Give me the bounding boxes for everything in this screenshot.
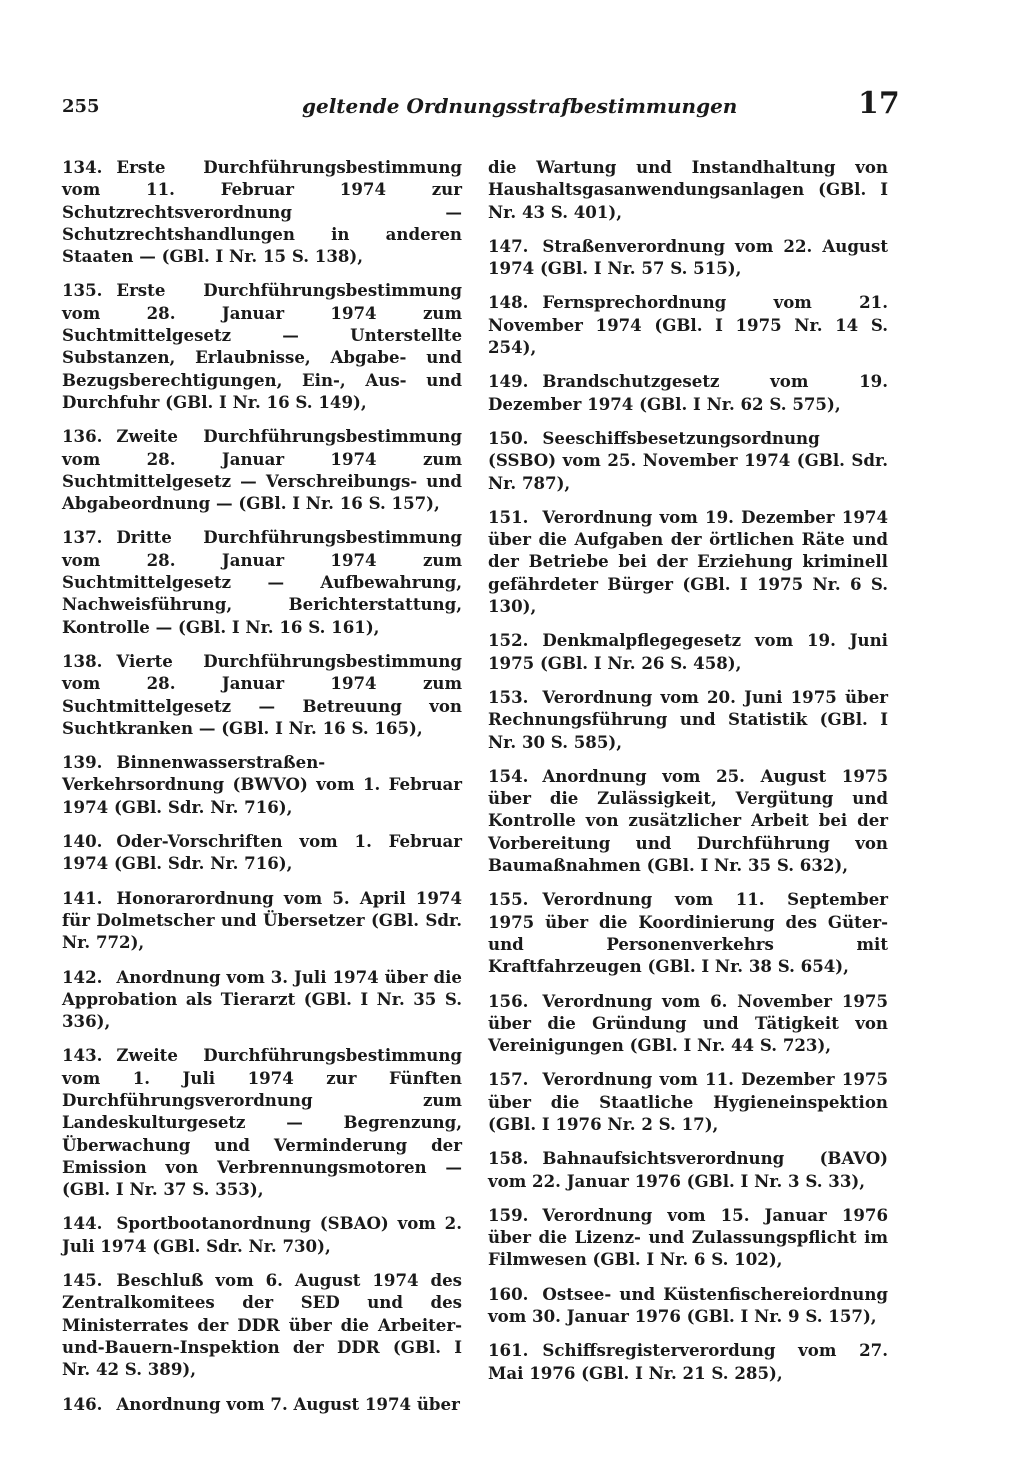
- list-item: [488, 765, 888, 876]
- item-text: Erste Durchführungsbestimmung vom 11. Februar 1974 zur Schutzrechtsverordnung — Schutzrechtshandlungen in anderen Staaten — (GBl. I Nr. 15 S. 138),: [62, 157, 462, 267]
- item-number: 159.: [488, 1204, 529, 1225]
- item-text: Verordnung vom 20. Juni 1975 über Rechnungsführung und Statistik (GBl. I Nr. 30 S. 585),: [488, 686, 888, 752]
- item-number: 139.: [62, 752, 103, 773]
- list-item: [488, 156, 888, 223]
- item-text: Fernsprechordnung vom 21. November 1974 (GBl. I 1975 Nr. 14 S. 254),: [488, 292, 888, 358]
- item-number: 149.: [488, 371, 529, 392]
- list-item: [488, 1068, 888, 1135]
- list-item: [488, 235, 888, 280]
- item-number: 156.: [488, 990, 529, 1011]
- item-number: 141.: [62, 887, 103, 908]
- item-number: 160.: [488, 1283, 529, 1304]
- item-number: 137.: [62, 527, 103, 548]
- item-number: 158.: [488, 1148, 529, 1169]
- item-number: 138.: [62, 650, 103, 671]
- page-header: [62, 88, 884, 128]
- item-number: 152.: [488, 630, 529, 651]
- item-number: 136.: [62, 426, 103, 447]
- list-item: [62, 279, 462, 413]
- item-number: 157.: [488, 1069, 529, 1090]
- list-item: [488, 427, 888, 494]
- list-item: [62, 425, 462, 514]
- item-text: Verordnung vom 11. Dezember 1975 über die Staatliche Hygieneinspektion (GBl. I 1976 Nr. 2 S. 17),: [488, 1069, 888, 1134]
- list-item: [488, 629, 888, 674]
- item-text: Ostsee- und Küstenfischereiordnung vom 30. Januar 1976 (GBl. I Nr. 9 S. 157),: [488, 1283, 888, 1327]
- item-text: Straßenverordnung vom 22. August 1974 (GBl. I Nr. 57 S. 515),: [488, 235, 888, 279]
- list-item: [488, 1339, 888, 1384]
- right-column: [488, 156, 888, 1396]
- chapter-number: 17: [858, 86, 900, 121]
- item-text: Honorarordnung vom 5. April 1974 für Dolmetscher und Übersetzer (GBl. Sdr. Nr. 772),: [62, 887, 462, 953]
- list-item: [62, 1393, 462, 1415]
- item-number: 134.: [62, 157, 103, 177]
- list-item: [488, 1147, 888, 1192]
- list-item: [62, 1269, 462, 1380]
- list-item: [488, 291, 888, 358]
- list-item: [488, 990, 888, 1057]
- item-number: 144.: [62, 1213, 103, 1234]
- item-number: 145.: [62, 1270, 103, 1291]
- item-text: Sportbootanordnung (SBAO) vom 2. Juli 1974 (GBl. Sdr. Nr. 730),: [62, 1213, 462, 1256]
- running-title: geltende Ordnungsstrafbestimmungen: [302, 94, 738, 118]
- list-item: [488, 506, 888, 617]
- item-number: 153.: [488, 686, 529, 707]
- list-item: [62, 887, 462, 954]
- page-number: 255: [62, 96, 100, 117]
- item-number: 146.: [62, 1393, 103, 1414]
- list-item: [62, 1212, 462, 1257]
- item-text: Dritte Durchführungsbestimmung vom 28. Januar 1974 zum Suchtmittelgesetz — Aufbewahrung, Nachweisführung, Berichterstattung, Kontrolle — (GBl. I Nr. 16 S. 161),: [62, 527, 462, 637]
- item-text: Zweite Durchführungsbestimmung vom 28. Januar 1974 zum Suchtmittelgesetz — Verschreibungs- und Abgabeordnung — (GBl. I Nr. 16 S. 157),: [62, 426, 462, 514]
- left-column: [62, 156, 462, 1427]
- item-text: Verordnung vom 15. Januar 1976 über die Lizenz- und Zulassungspflicht im Filmwesen (GBl. I Nr. 6 S. 102),: [488, 1204, 888, 1270]
- item-text: Verordnung vom 6. November 1975 über die Gründung und Tätigkeit von Vereinigungen (GBl. I Nr. 44 S. 723),: [488, 990, 888, 1056]
- list-item: [62, 830, 462, 875]
- list-item: [62, 966, 462, 1033]
- list-item: [488, 370, 888, 415]
- item-text: Verordnung vom 19. Dezember 1974 über die Aufgaben der örtlichen Räte und der Betriebe bei der Erziehung kriminell gefährdeter Bürger (GBl. I 1975 Nr. 6 S. 130),: [488, 506, 888, 617]
- item-number: 155.: [488, 889, 529, 910]
- item-text: Brandschutzgesetz vom 19. Dezember 1974 (GBl. I Nr. 62 S. 575),: [488, 371, 888, 414]
- item-text: Binnenwasserstraßen-Verkehrsordnung (BWVO) vom 1. Februar 1974 (GBl. Sdr. Nr. 716),: [62, 752, 462, 817]
- item-text: Denkmalpflegegesetz vom 19. Juni 1975 (GBl. I Nr. 26 S. 458),: [488, 630, 888, 673]
- item-number: 142.: [62, 966, 103, 987]
- item-number: 151.: [488, 506, 529, 527]
- item-text: Anordnung vom 7. August 1974 über: [116, 1393, 460, 1414]
- item-number: 154.: [488, 765, 529, 786]
- item-number: 148.: [488, 292, 529, 313]
- list-item: [62, 751, 462, 818]
- item-number: 143.: [62, 1045, 103, 1066]
- item-text: Vierte Durchführungsbestimmung vom 28. Januar 1974 zum Suchtmittelgesetz — Betreuung von Suchtkranken — (GBl. I Nr. 16 S. 165),: [62, 650, 462, 738]
- item-number: 140.: [62, 831, 103, 852]
- item-text: Oder-Vorschriften vom 1. Februar 1974 (GBl. Sdr. Nr. 716),: [62, 831, 462, 874]
- item-text: die Wartung und Instandhaltung von Haushaltsgasanwendungsanlagen (GBl. I Nr. 43 S. 401),: [488, 157, 888, 222]
- list-item: [488, 888, 888, 977]
- item-text: Erste Durchführungsbestimmung vom 28. Januar 1974 zum Suchtmittelgesetz — Unterstellte Substanzen, Erlaubnisse, Abgabe- und Bezugsberechtigungen, Ein-, Aus- und Durchfuhr (GBl. I Nr. 16 S. 149),: [62, 280, 462, 412]
- item-text: Beschluß vom 6. August 1974 des Zentralkomitees der SED und des Ministerrates der DDR über die Arbeiter-und-Bauern-Inspektion der DDR (GBl. I Nr. 42 S. 389),: [62, 1270, 462, 1380]
- list-item: [488, 1204, 888, 1271]
- item-text: Anordnung vom 3. Juli 1974 über die Approbation als Tierarzt (GBl. I Nr. 35 S. 336),: [62, 966, 462, 1032]
- list-item: [62, 650, 462, 739]
- list-item: [62, 526, 462, 637]
- list-item: [488, 686, 888, 753]
- list-item: [62, 1044, 462, 1200]
- item-text: Zweite Durchführungsbestimmung vom 1. Juli 1974 zur Fünften Durchführungsverordnung zum Landeskulturgesetz — Begrenzung, Überwachung und Verminderung der Emission von Verbrennungsmotoren — (GBl. I Nr. 37 S. 353),: [62, 1045, 462, 1200]
- item-number: 135.: [62, 280, 103, 301]
- item-number: 161.: [488, 1340, 529, 1361]
- item-text: Anordnung vom 25. August 1975 über die Zulässigkeit, Vergütung und Kontrolle von zusätzlicher Arbeit bei der Vorbereitung und Durchführung von Baumaßnahmen (GBl. I Nr. 35 S. 632),: [488, 765, 888, 876]
- item-text: Verordnung vom 11. September 1975 über die Koordinierung des Güter- und Personenverkehrs mit Kraftfahrzeugen (GBl. I Nr. 38 S. 654),: [488, 889, 888, 977]
- list-item: [488, 1283, 888, 1328]
- item-text: Seeschiffsbesetzungsordnung (SSBO) vom 25. November 1974 (GBl. Sdr. Nr. 787),: [488, 427, 888, 493]
- list-item: [62, 156, 462, 267]
- item-number: 150.: [488, 427, 529, 448]
- item-number: 147.: [488, 235, 529, 256]
- item-text: Bahnaufsichtsverordnung (BAVO) vom 22. Januar 1976 (GBl. I Nr. 3 S. 33),: [488, 1148, 888, 1191]
- item-text: Schiffsregisterverordung vom 27. Mai 1976 (GBl. I Nr. 21 S. 285),: [488, 1340, 888, 1383]
